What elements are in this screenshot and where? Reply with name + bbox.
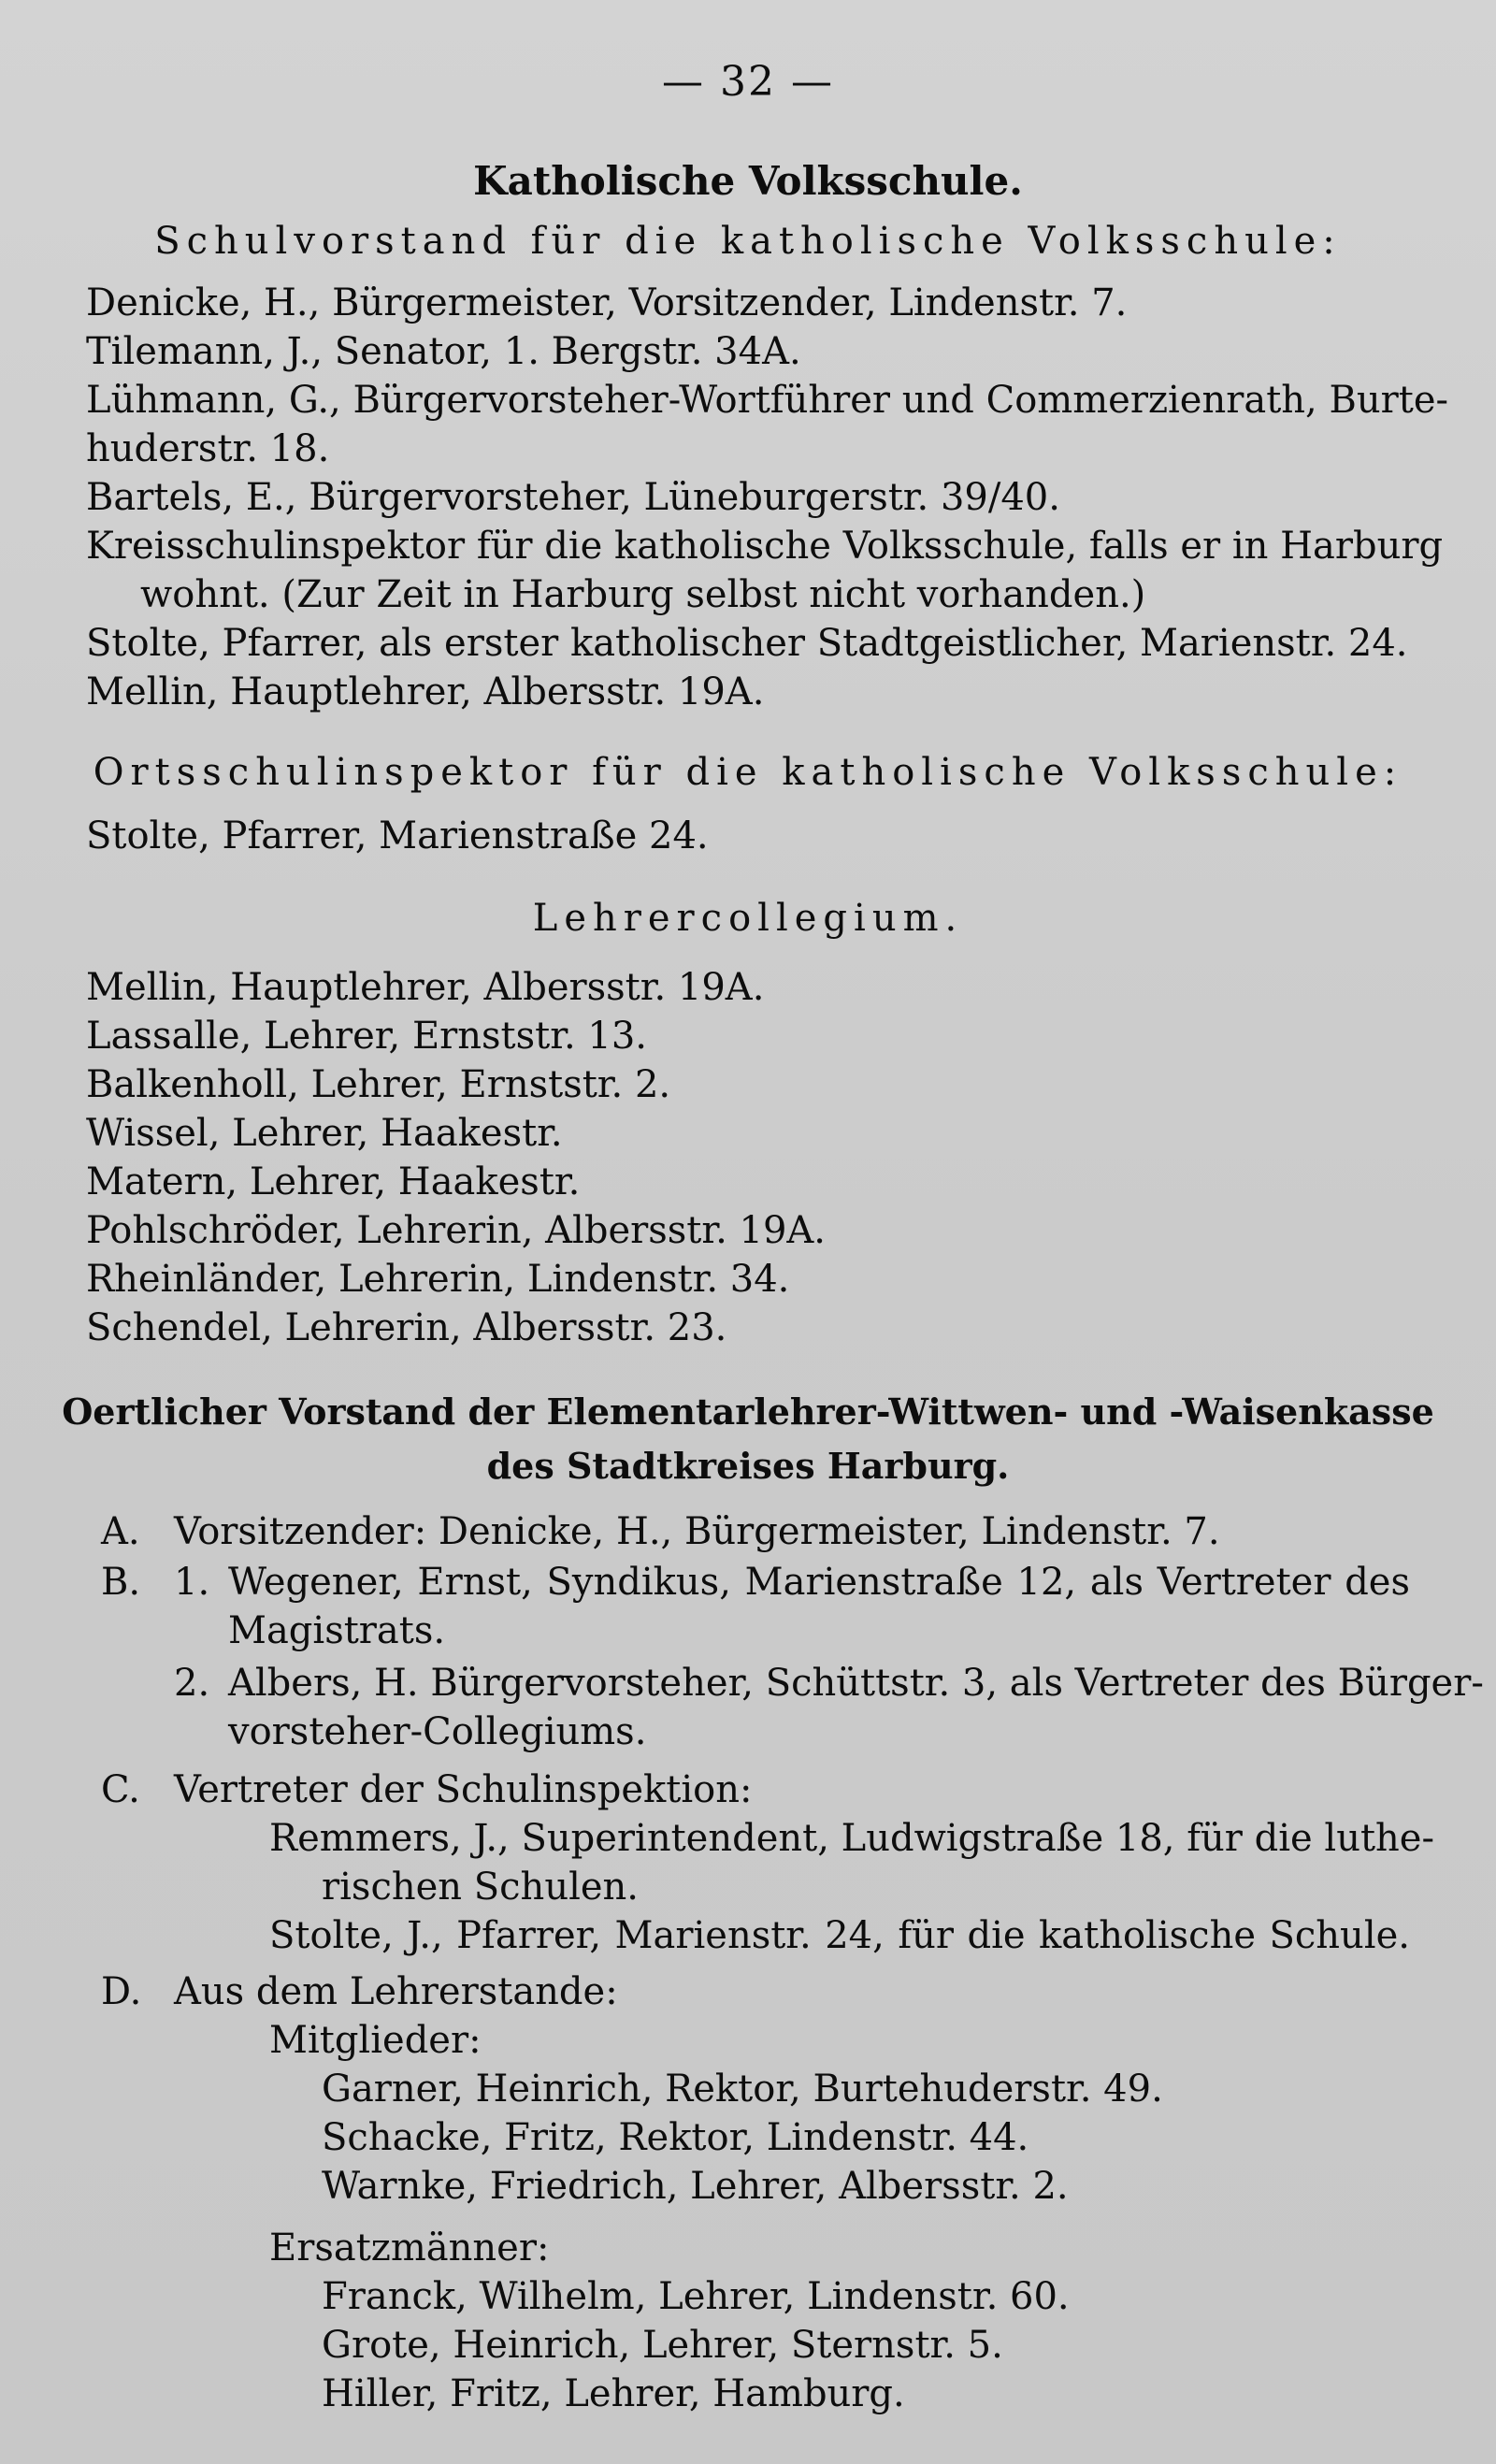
item-b1-continued: Magistrats.: [228, 1609, 446, 1652]
members-heading: Mitglieder:: [269, 2019, 482, 2062]
item-text: Vorsitzender: Denicke, H., Bürgermeister, Lindenstr. 7.: [174, 1510, 1220, 1553]
substitute-entry: Franck, Wilhelm, Lehrer, Lindenstr. 60.: [322, 2275, 1070, 2318]
board-entry-continued: huderstr. 18.: [86, 427, 330, 470]
item-a: [101, 1507, 1410, 1556]
item-d: [101, 1967, 1410, 2016]
section-title-widows-fund: Oertlicher Vorstand der Elementarlehrer-Wittwen- und -Waisenkasse: [62, 1391, 1434, 1433]
member-entry: Schacke, Fritz, Rektor, Lindenstr. 44.: [322, 2116, 1029, 2159]
section-title-catholic-school: Katholische Volksschule.: [473, 158, 1023, 204]
inspector-entry: Stolte, Pfarrer, Marienstraße 24.: [86, 814, 709, 857]
teacher-entry: Lassalle, Lehrer, Ernststr. 13.: [86, 1015, 647, 1058]
item-c1-continued: rischen Schulen.: [322, 1866, 640, 1909]
teacher-entry: Wissel, Lehrer, Haakestr.: [86, 1112, 563, 1155]
substitute-entry: Hiller, Fritz, Lehrer, Hamburg.: [322, 2372, 905, 2415]
item-c: [101, 1765, 1410, 1814]
item-label: C.: [101, 1768, 140, 1811]
item-label: D.: [101, 1970, 142, 2013]
board-entry: Stolte, Pfarrer, als erster katholischer Stadtgeistlicher, Marienstr. 24.: [86, 622, 1408, 665]
board-entry: Mellin, Hauptlehrer, Albersstr. 19A.: [86, 670, 765, 713]
item-text: Albers, H. Bürgervorsteher, Schüttstr. 3, als Vertreter des Bürger-: [228, 1662, 1484, 1705]
teacher-entry: Schendel, Lehrerin, Albersstr. 23.: [86, 1306, 727, 1349]
teacher-entry: Matern, Lehrer, Haakestr.: [86, 1160, 581, 1203]
board-entry: Tilemann, J., Senator, 1. Bergstr. 34A.: [86, 330, 801, 373]
board-entry: Denicke, H., Bürgermeister, Vorsitzender, Lindenstr. 7.: [86, 281, 1128, 324]
section-title-widows-fund-line2: des Stadtkreises Harburg.: [486, 1445, 1010, 1487]
item-b2-continued: vorsteher-Collegiums.: [228, 1710, 647, 1753]
member-entry: Garner, Heinrich, Rektor, Burtehuderstr. 49.: [322, 2068, 1163, 2111]
member-entry: Warnke, Friedrich, Lehrer, Albersstr. 2.: [322, 2165, 1069, 2208]
teacher-entry: Mellin, Hauptlehrer, Albersstr. 19A.: [86, 966, 765, 1009]
board-entry: Lühmann, G., Bürgervorsteher-Wortführer und Commerzienrath, Burte-: [86, 379, 1449, 422]
item-b1: [101, 1558, 1410, 1607]
substitutes-heading: Ersatzmänner:: [269, 2226, 550, 2269]
substitute-entry: Grote, Heinrich, Lehrer, Sternstr. 5.: [322, 2324, 1003, 2367]
item-c2: Stolte, J., Pfarrer, Marienstr. 24, für die katholische Schule.: [269, 1914, 1410, 1957]
board-entry-continued: wohnt. (Zur Zeit in Harburg selbst nicht vorhanden.): [140, 573, 1146, 616]
item-c1: Remmers, J., Superintendent, Ludwigstraße 18, für die luthe-: [269, 1817, 1434, 1860]
item-text: Aus dem Lehrerstande:: [174, 1970, 618, 2013]
inspector-heading: Ortsschulinspektor für die katholische Volksschule:: [93, 751, 1403, 794]
board-entry: Kreisschulinspektor für die katholische Volksschule, falls er in Harburg: [86, 525, 1444, 568]
board-entry: Bartels, E., Bürgervorsteher, Lüneburgerstr. 39/40.: [86, 476, 1060, 519]
item-number: 2.: [174, 1662, 210, 1705]
item-label: A.: [101, 1510, 140, 1553]
item-label: B.: [101, 1561, 141, 1604]
teacher-entry: Balkenholl, Lehrer, Ernststr. 2.: [86, 1063, 671, 1106]
item-text: Wegener, Ernst, Syndikus, Marienstraße 12, als Vertreter des: [228, 1561, 1410, 1604]
teacher-entry: Rheinländer, Lehrerin, Lindenstr. 34.: [86, 1258, 790, 1301]
teachers-heading: Lehrercollegium.: [532, 897, 964, 940]
item-b2: [174, 1659, 1484, 1708]
item-number: 1.: [174, 1561, 210, 1604]
page-number: — 32 —: [662, 58, 834, 106]
board-heading: Schulvorstand für die katholische Volksschule:: [154, 220, 1342, 263]
teacher-entry: Pohlschröder, Lehrerin, Albersstr. 19A.: [86, 1209, 827, 1252]
item-text: Vertreter der Schulinspektion:: [174, 1768, 753, 1811]
